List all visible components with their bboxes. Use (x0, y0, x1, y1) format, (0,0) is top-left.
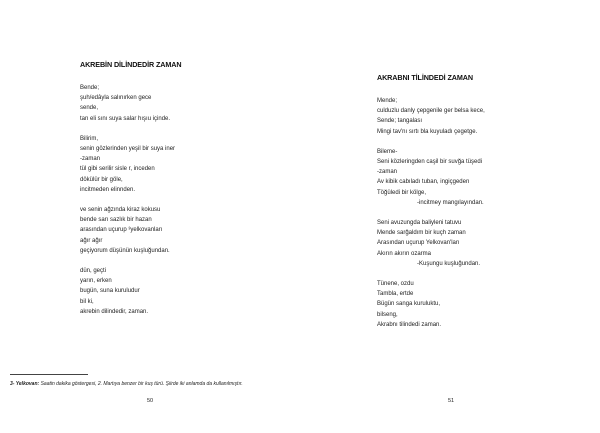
stanza (377, 279, 577, 330)
poem-line: Mende sarğaldım bir kuçh zaman (377, 230, 466, 237)
stanza (80, 205, 270, 256)
poem-line: culduzlu danly çepgenile ger belsa kece, (377, 108, 485, 115)
poem-line: -Kuşungu kuşluğundan. (417, 260, 481, 267)
right-poem-body (377, 96, 577, 340)
poem-line: bugün, suna kuruludur (80, 288, 140, 295)
poem-line: yarın, erken (80, 278, 112, 285)
poem-line: -zaman (80, 156, 101, 163)
stanza (377, 96, 577, 137)
left-poem-body (80, 83, 270, 327)
poem-line: arasından uçurup ³yelkovanları (80, 227, 163, 234)
poem-line: sende, (80, 105, 99, 112)
poem-line: Bilirim, (80, 135, 98, 142)
poem-line: tül gibi serilir sisle r, inceden (80, 166, 155, 173)
poem-line: Akırın akırın ozarma (377, 250, 432, 257)
stanza (377, 147, 577, 208)
poem-line: dün, geçti (80, 268, 107, 275)
footnote (10, 381, 280, 388)
poem-line: bilseng, (377, 311, 398, 318)
poem-line: Av kibik cabıladı tuban, ingiçgeden (377, 179, 470, 186)
poem-line: Mende; (377, 98, 398, 104)
poem-line: bil ki, (80, 298, 94, 305)
poem-line: bende sarı sazlık bir hazan (80, 217, 152, 224)
stanza (80, 83, 270, 124)
poem-line: incitmeden elinnden. (80, 186, 136, 193)
poem-line: -incitmey mangılayından. (417, 199, 484, 206)
poem-line: Tambla, ertde (377, 291, 414, 298)
poem-line: -zaman (377, 169, 398, 176)
poem-line: geçiyorum düşünün kuşluğundan. (80, 247, 170, 254)
poem-line: Akrabnı tilindedi zaman. (377, 321, 442, 328)
poem-line: Töğüledi bir kölge, (377, 189, 427, 196)
poem-line: Bileme- (377, 148, 398, 155)
poem-line: dökülür bir göle, (80, 176, 123, 183)
poem-line: Tünene, ozdu (377, 281, 414, 288)
poem-line: ağır ağır (80, 237, 103, 244)
poem-line: şuh/edâyla salınırken gece (80, 95, 152, 102)
footnote-separator (10, 374, 88, 375)
poem-line: Bende; (80, 85, 100, 91)
poem-line: Mingi tav'nı sırtı bla kuyuladı çegetge. (377, 128, 478, 135)
stanza (377, 218, 577, 269)
footnote-text: Saatin dakika göstergesi, 2. Martıya benzer bir kuş türü. Şiirde iki anlamda da kullanılmıştır. (39, 381, 243, 387)
poem-line: senin gözlerinden yeşil bir suya iner (80, 146, 176, 153)
poem-line: Sende; tangalası (377, 118, 423, 125)
poem-line: Bügün sanga kuruluktu, (377, 301, 441, 308)
right-page (300, 0, 600, 433)
footnote-label: 3- Yelkovan: (10, 381, 40, 387)
poem-line: Seni közleringden caşil bir suvğa tüşedi (377, 159, 483, 166)
poem-line: Seni avuzungda baliyleni tatuvu (377, 220, 462, 227)
right-poem-title: AKRABNI TİLİNDEDİ ZAMAN (377, 73, 473, 82)
poem-line: ve senin ağzında kiraz kokusu (80, 207, 161, 214)
poem-line: Arasından uçurup Yelkovan'ları (377, 240, 460, 247)
poem-line: tan eli sını suya salar hışıu içinde. (80, 115, 171, 122)
poem-line: akrebin dilindedir, zaman. (80, 308, 149, 315)
left-poem-title: AKREBİN DİLİNDEDİR ZAMAN (80, 60, 182, 69)
left-page-number: 50 (147, 398, 154, 404)
stanza (80, 134, 270, 195)
right-page-number: 51 (448, 398, 455, 404)
stanza (80, 266, 270, 317)
